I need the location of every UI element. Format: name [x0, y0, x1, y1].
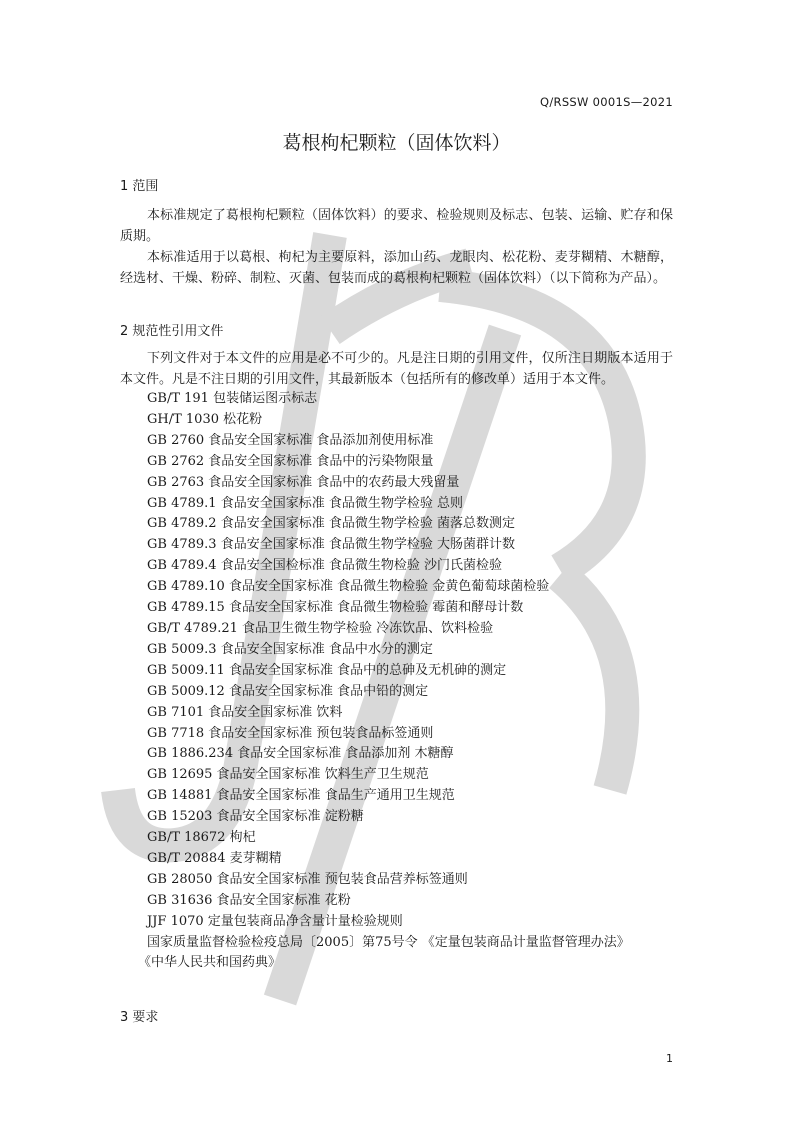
- document-code: Q/RSSW 0001S—2021: [540, 95, 673, 109]
- reference-item: GB 4789.3 食品安全国家标准 食品微生物学检验 大肠菌群计数: [147, 537, 515, 553]
- reference-item: GB 5009.12 食品安全国家标准 食品中铅的测定: [147, 683, 429, 699]
- reference-item: GB/T 4789.21 食品卫生微生物学检验 冷冻饮品、饮料检验: [147, 620, 494, 636]
- reference-list: [138, 389, 630, 974]
- reference-item: GB 4789.1 食品安全国家标准 食品微生物学检验 总则: [147, 495, 463, 511]
- scope-paragraph-2: 本标准适用于以葛根、枸杞为主要原料，添加山药、龙眼肉、松花粉、麦芽糊精、木糖醇，经选材、干燥、粉碎、制粒、灭菌、包装而成的葛根枸杞颗粒（固体饮料）（以下简称为产品）。: [120, 250, 673, 286]
- reference-item: GB/T 20884 麦芽糊精: [147, 850, 282, 866]
- reference-item: GB 2760 食品安全国家标准 食品添加剂使用标准: [147, 432, 434, 448]
- reference-item: GB 31636 食品安全国家标准 花粉: [147, 892, 351, 908]
- reference-item: GB 4789.2 食品安全国家标准 食品微生物学检验 菌落总数测定: [147, 516, 515, 532]
- section-heading-requirements: 3 要求: [120, 1010, 159, 1025]
- reference-item: GB 4789.15 食品安全国家标准 食品微生物检验 霉菌和酵母计数: [147, 600, 524, 616]
- section-heading-scope: 1 范围: [120, 179, 159, 194]
- reference-item: 国家质量监督检验检疫总局〔2005〕第75号令 《定量包装商品计量监督管理办法》: [147, 934, 630, 950]
- reference-item: GB 5009.11 食品安全国家标准 食品中的总砷及无机砷的测定: [147, 662, 507, 678]
- section-heading-normative-references: 2 规范性引用文件: [120, 324, 224, 339]
- reference-item: GB 7718 食品安全国家标准 预包装食品标签通则: [147, 725, 434, 741]
- reference-item: GB 12695 食品安全国家标准 饮料生产卫生规范: [147, 767, 429, 783]
- reference-item: GB 28050 食品安全国家标准 预包装食品营养标签通则: [147, 871, 468, 887]
- reference-item: GB 5009.3 食品安全国家标准 食品中水分的测定: [147, 641, 433, 657]
- page-number: 1: [666, 1052, 673, 1065]
- reference-item: GB/T 18672 枸杞: [147, 830, 256, 846]
- reference-item: GB 4789.4 食品安全国检标准 食品微生物检验 沙门氏菌检验: [147, 558, 502, 574]
- reference-item: GB 14881 食品安全国家标准 食品生产通用卫生规范: [147, 788, 455, 804]
- reference-item: GB 4789.10 食品安全国家标准 食品微生物检验 金黄色葡萄球菌检验: [147, 579, 550, 595]
- references-intro-paragraph: 下列文件对于本文件的应用是必不可少的。凡是注日期的引用文件，仅所注日期版本适用于本文件。凡是不注日期的引用文件，其最新版本（包括所有的修改单）适用于本文件。: [120, 351, 673, 387]
- reference-item: GB 7101 食品安全国家标准 饮料: [147, 704, 343, 720]
- reference-item: GB 15203 食品安全国家标准 淀粉糖: [147, 809, 364, 825]
- reference-item: GH/T 1030 松花粉: [147, 411, 263, 427]
- reference-item: 《中华人民共和国药典》: [138, 955, 282, 971]
- reference-item: GB/T 191 包装储运图示标志: [147, 391, 318, 406]
- reference-item: GB 2763 食品安全国家标准 食品中的农药最大残留量: [147, 474, 460, 490]
- reference-item: GB 1886.234 食品安全国家标准 食品添加剂 木糖醇: [147, 746, 454, 762]
- scope-paragraph-1: 本标准规定了葛根枸杞颗粒（固体饮料）的要求、检验规则及标志、包装、运输、贮存和保质期。: [120, 208, 673, 244]
- reference-item: JJF 1070 定量包装商品净含量计量检验规则: [147, 913, 403, 929]
- document-title: 葛根枸杞颗粒（固体饮料）: [282, 132, 511, 154]
- reference-item: GB 2762 食品安全国家标准 食品中的污染物限量: [147, 453, 434, 469]
